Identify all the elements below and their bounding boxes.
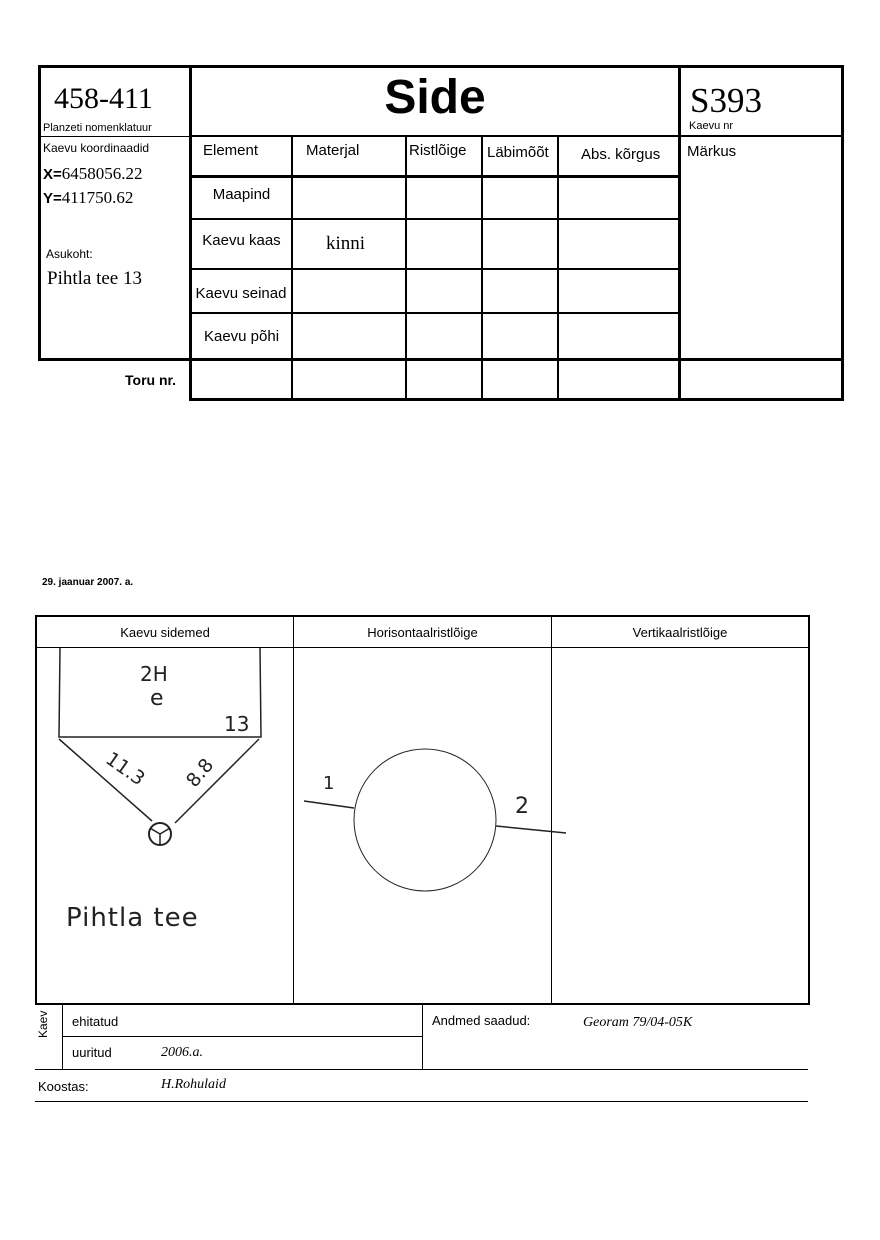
x-label: X= [43,166,62,183]
built-label: ehitatud [72,1014,119,1029]
date: 29. jaanuar 2007. a. [42,577,134,588]
col-header-remark: Märkus [687,143,737,160]
col-header-connections: Kaevu sidemed [120,625,210,640]
well-number-label: Kaevu nr [689,120,734,132]
row-label-bottom: Kaevu põhi [203,328,280,345]
pipe-number-label: Toru nr. [125,372,177,388]
sketch-label-right: 13 [224,712,250,736]
compiled-value: H.Rohulaid [161,1077,226,1092]
col-header-material: Materjal [306,142,360,159]
col-header-diameter: Läbimõõt [487,144,549,161]
y-label: Y= [43,190,62,207]
sheet-code: 458-411 [54,82,153,115]
y-value: 411750.62 [61,188,134,207]
col-header-abs-height: Abs. kõrgus [581,146,661,163]
x-value: 6458056.22 [61,164,143,183]
col-header-cross-section: Ristlõige [409,142,467,159]
data-source-value: Georam 79/04-05K [583,1015,693,1030]
page-title: Side [384,71,486,124]
side-label: Kaev [36,1010,50,1038]
sketch-label-right-branch: 8.8 [181,754,219,792]
data-source-label: Andmed saadud: [432,1013,531,1028]
horizontal-section-sketch [300,745,570,905]
col-header-vertical: Vertikaalristlõige [632,625,728,640]
connections-sketch [37,645,297,1005]
compiled-label: Koostas: [38,1079,89,1094]
col-header-element: Element [203,142,259,159]
row-label-ground: Maapind [212,186,271,203]
y-coordinate [43,188,133,208]
well-number: S393 [690,81,762,120]
sketch-label-top: 2H [140,662,168,686]
row-label-cover: Kaevu kaas [202,232,281,249]
location-value: Pihtla tee 13 [47,268,142,289]
col-header-horizontal: Horisontaalristlõige [367,625,478,640]
surveyed-label: uuritud [72,1045,112,1060]
x-coordinate [43,164,143,184]
pipe-label-1: 1 [323,773,335,794]
pipe-label-2: 2 [515,794,529,819]
sketch-label-left-branch: 11.3 [101,747,149,791]
row-value-cover-material: kinni [326,233,366,254]
sketch-label-mid: e [150,686,164,711]
location-label: Asukoht: [46,247,93,261]
sheet-code-label: Planzeti nomenklatuur [43,122,152,134]
sketch-label-street: Pihtla tee [66,903,199,933]
surveyed-value: 2006.a. [161,1045,203,1060]
row-label-walls: Kaevu seinad [195,285,287,302]
coords-label: Kaevu koordinaadid [43,141,150,155]
